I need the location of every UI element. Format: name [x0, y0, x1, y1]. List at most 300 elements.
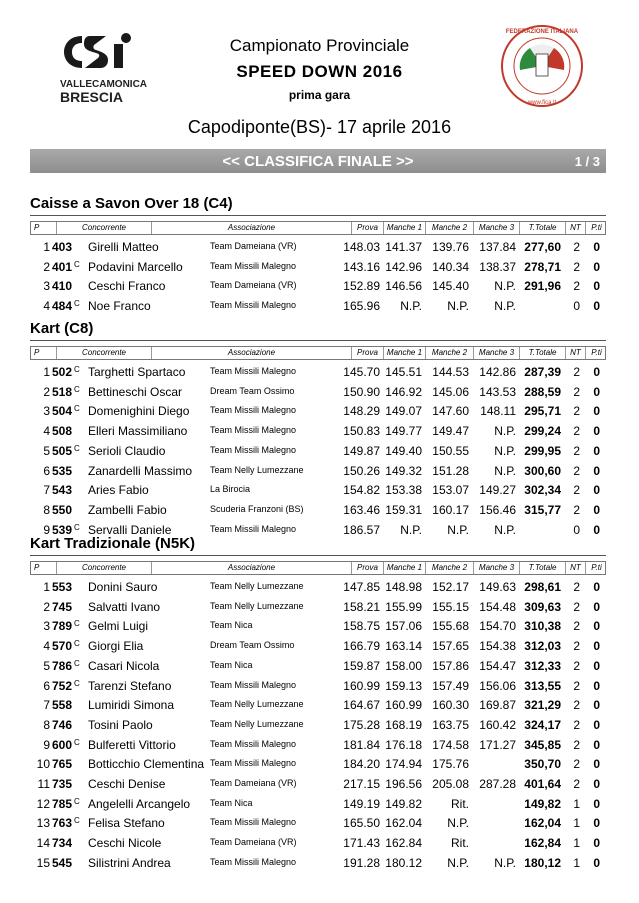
- cell-tot: 345,85: [524, 737, 561, 752]
- column-header: Manche 1: [383, 562, 425, 574]
- cell-prova: 217.15: [343, 777, 380, 791]
- cell-pti: 0: [593, 619, 600, 634]
- table-row: [30, 597, 606, 616]
- table-row: [30, 480, 606, 499]
- column-header: P: [34, 223, 40, 232]
- event-title: SPEED DOWN 2016: [236, 62, 403, 81]
- cell-m3: 154.48: [479, 599, 516, 614]
- cell-m1: 155.99: [385, 599, 422, 614]
- cell-p: 2: [43, 599, 50, 614]
- cell-assoc: Team Missili Malegno: [210, 523, 297, 534]
- cell-m3: N.P.: [494, 522, 516, 537]
- cell-pti: 0: [593, 299, 600, 314]
- cell-c: C: [74, 299, 80, 309]
- cell-p: 3: [43, 619, 50, 634]
- cell-tot: 302,34: [524, 483, 561, 498]
- cell-pti: 0: [593, 365, 600, 379]
- cell-m1: 149.77: [385, 424, 422, 439]
- cell-name: Tarenzi Stefano: [88, 678, 172, 693]
- cell-p: 6: [43, 678, 50, 693]
- cell-num: 752: [52, 678, 73, 693]
- cell-name: Lumiridi Simona: [88, 698, 175, 713]
- cell-name: Girelli Matteo: [88, 240, 159, 254]
- cell-prova: 150.26: [343, 463, 380, 478]
- cell-m2: Rit.: [451, 796, 469, 811]
- cell-m1: 176.18: [385, 737, 422, 752]
- table-row: [30, 695, 606, 714]
- cell-m3: 154.47: [479, 658, 516, 673]
- cell-pti: 0: [593, 279, 600, 294]
- cell-assoc: Team Missili Malegno: [210, 405, 297, 416]
- cell-num: 785: [52, 796, 73, 811]
- cell-num: 600: [52, 737, 73, 752]
- cell-assoc: Team Nelly Lumezzane: [210, 600, 304, 611]
- cell-num: 746: [52, 717, 73, 732]
- cell-m1: 149.40: [385, 443, 422, 458]
- cell-nt: 2: [573, 717, 580, 732]
- cell-name: Noe Franco: [88, 299, 151, 314]
- cell-prova: 163.46: [343, 502, 380, 517]
- cell-prova: 149.87: [343, 443, 380, 458]
- cell-nt: 2: [573, 443, 580, 458]
- cell-tot: 299,95: [524, 443, 561, 458]
- column-header: Associazione: [151, 562, 351, 574]
- cell-assoc: Team Dameiana (VR): [210, 241, 297, 251]
- cell-m2: N.P.: [447, 299, 469, 314]
- column-header: Manche 1: [383, 347, 425, 359]
- cell-prova: 150.83: [343, 424, 380, 439]
- cell-nt: 2: [573, 639, 580, 654]
- table-row: [30, 794, 606, 813]
- table-row: [30, 441, 606, 460]
- table-row: [30, 500, 606, 519]
- cell-c: C: [74, 384, 80, 394]
- column-header: Manche 3: [473, 347, 519, 359]
- cell-nt: 2: [573, 777, 580, 791]
- cell-p: 3: [43, 279, 50, 294]
- cell-num: 570: [52, 639, 73, 654]
- column-header: NT: [565, 222, 585, 234]
- cell-tot: 312,33: [524, 658, 561, 673]
- cell-p: 13: [36, 816, 50, 831]
- column-header: P: [34, 563, 40, 572]
- cell-c: C: [74, 365, 80, 374]
- table-row: [30, 774, 606, 793]
- cell-assoc: Team Nelly Lumezzane: [210, 464, 304, 475]
- cell-m3: 137.84: [479, 240, 516, 254]
- cell-nt: 2: [573, 240, 580, 254]
- cell-pti: 0: [593, 698, 600, 713]
- column-header: Prova: [351, 562, 383, 574]
- cell-tot: 295,71: [524, 404, 561, 419]
- cell-m1: 153.38: [385, 483, 422, 498]
- cell-prova: 158.75: [343, 619, 380, 634]
- table-row: [30, 735, 606, 754]
- column-header: Manche 3: [473, 222, 519, 234]
- cell-tot: 309,63: [524, 599, 561, 614]
- cell-c: C: [74, 522, 80, 532]
- cell-nt: 2: [573, 658, 580, 673]
- cell-tot: 315,77: [524, 502, 561, 517]
- cell-pti: 0: [593, 796, 600, 811]
- cell-p: 6: [43, 463, 50, 478]
- cell-nt: 2: [573, 698, 580, 713]
- table-header: [30, 221, 606, 235]
- cell-num: 543: [52, 483, 73, 498]
- cell-tot: 299,24: [524, 424, 561, 439]
- cell-m2: 151.28: [432, 463, 469, 478]
- cell-p: 8: [43, 717, 50, 732]
- cell-nt: 2: [573, 279, 580, 294]
- cell-p: 3: [43, 404, 50, 419]
- cell-prova: 181.84: [343, 737, 380, 752]
- cell-prova: 143.16: [343, 259, 380, 274]
- cell-name: Elleri Massimiliano: [88, 424, 188, 439]
- cell-m3: 149.63: [479, 580, 516, 594]
- cell-name: Aries Fabio: [88, 483, 149, 498]
- banner-title: << CLASSIFICA FINALE >>: [222, 153, 414, 170]
- table-row: [30, 461, 606, 480]
- cell-num: 518: [52, 384, 73, 399]
- table-row: [30, 382, 606, 401]
- cell-tot: 324,17: [524, 717, 561, 732]
- cell-pti: 0: [593, 483, 600, 498]
- cell-assoc: Team Missili Malegno: [210, 856, 297, 867]
- cell-name: Ceschi Nicole: [88, 836, 162, 851]
- cell-m2: 160.17: [432, 502, 469, 517]
- cell-nt: 2: [573, 424, 580, 439]
- cell-m1: 146.92: [385, 384, 422, 399]
- cell-m3: 169.87: [479, 698, 516, 713]
- cell-m3: 142.86: [479, 365, 516, 379]
- cell-num: 502: [52, 365, 73, 379]
- cell-prova: 184.20: [343, 757, 380, 772]
- cell-m1: 162.04: [385, 816, 422, 831]
- cell-p: 4: [43, 639, 50, 654]
- cell-p: 1: [43, 365, 50, 379]
- cell-assoc: Team Missili Malegno: [210, 758, 297, 769]
- cell-assoc: Team Nica: [210, 797, 253, 808]
- cell-nt: 2: [573, 483, 580, 498]
- cell-name: Casari Nicola: [88, 658, 160, 673]
- cell-pti: 0: [593, 424, 600, 439]
- cell-prova: 191.28: [343, 855, 380, 870]
- column-header: Prova: [351, 347, 383, 359]
- cell-tot: 300,60: [524, 463, 561, 478]
- cell-pti: 0: [593, 240, 600, 254]
- cell-m3: 171.27: [479, 737, 516, 752]
- cell-p: 2: [43, 384, 50, 399]
- cell-m2: 150.55: [432, 443, 469, 458]
- cell-pti: 0: [593, 757, 600, 772]
- cell-assoc: Team Missili Malegno: [210, 425, 297, 436]
- cell-name: Servalli Daniele: [88, 522, 172, 537]
- cell-num: 535: [52, 463, 73, 478]
- cell-pti: 0: [593, 836, 600, 851]
- cell-m1: 157.06: [385, 619, 422, 634]
- cell-assoc: Team Nica: [210, 659, 253, 670]
- cell-nt: 2: [573, 757, 580, 772]
- cell-num: 504: [52, 404, 73, 419]
- championship-title: Campionato Provinciale: [229, 36, 410, 55]
- cell-assoc: Team Missili Malegno: [210, 738, 297, 749]
- cell-m2: 163.75: [432, 717, 469, 732]
- cell-name: Bulferetti Vittorio: [88, 737, 176, 752]
- column-header: Manche 2: [425, 222, 473, 234]
- cell-m1: 168.19: [385, 717, 422, 732]
- table-row: [30, 636, 606, 655]
- logo-left-line2: BRESCIA: [60, 89, 124, 105]
- column-header: NT: [565, 562, 585, 574]
- cell-prova: 175.28: [343, 717, 380, 732]
- cell-pti: 0: [593, 259, 600, 274]
- cell-assoc: Team Nelly Lumezzane: [210, 699, 304, 710]
- cell-p: 15: [36, 855, 50, 870]
- cell-c: C: [74, 678, 80, 688]
- section-underline: [30, 340, 606, 341]
- cell-pti: 0: [593, 717, 600, 732]
- table-row: [30, 257, 606, 276]
- cell-p: 5: [43, 658, 50, 673]
- cell-m2: 205.08: [432, 777, 469, 791]
- table-row: [30, 813, 606, 832]
- cell-m1: 148.98: [385, 580, 422, 594]
- cell-prova: 147.85: [343, 580, 380, 594]
- table-row: [30, 656, 606, 675]
- column-header: P.ti: [585, 222, 607, 234]
- cell-name: Zambelli Fabio: [88, 502, 167, 517]
- cell-nt: 2: [573, 259, 580, 274]
- cell-assoc: Team Nica: [210, 620, 253, 631]
- place-date: Capodiponte(BS)- 17 aprile 2016: [187, 117, 452, 137]
- cell-nt: 1: [573, 855, 580, 870]
- event-subtitle: prima gara: [288, 88, 351, 102]
- cell-m2: 145.06: [432, 384, 469, 399]
- cell-nt: 2: [573, 737, 580, 752]
- cell-m2: N.P.: [447, 522, 469, 537]
- column-header: Prova: [351, 222, 383, 234]
- table-row: [30, 754, 606, 773]
- cell-m3: 156.46: [479, 502, 516, 517]
- cell-m3: 287.28: [479, 777, 516, 791]
- section-title: Caisse a Savon Over 18 (C4): [30, 195, 233, 212]
- table-row: [30, 676, 606, 695]
- table-row: [30, 616, 606, 635]
- cell-prova: 148.29: [343, 404, 380, 419]
- table-header: [30, 346, 606, 360]
- cell-tot: 310,38: [524, 619, 561, 634]
- cell-p: 4: [43, 299, 50, 314]
- cell-c: C: [74, 658, 80, 668]
- cell-tot: 287,39: [524, 365, 561, 379]
- cell-pti: 0: [593, 404, 600, 419]
- cell-m1: 146.56: [385, 279, 422, 294]
- cell-c: C: [74, 796, 80, 806]
- cell-prova: 165.96: [343, 299, 380, 314]
- cell-name: Gelmi Luigi: [88, 619, 149, 634]
- cell-num: 539: [52, 522, 73, 537]
- column-header: Manche 2: [425, 562, 473, 574]
- table-row: [30, 362, 606, 381]
- cell-pti: 0: [593, 816, 600, 831]
- cell-num: 789: [52, 619, 73, 634]
- cell-c: C: [74, 619, 80, 629]
- cell-m1: 149.82: [385, 796, 422, 811]
- cell-pti: 0: [593, 384, 600, 399]
- cell-tot: 149,82: [524, 796, 561, 811]
- cell-name: Salvatti Ivano: [88, 599, 161, 614]
- cell-tot: 288,59: [524, 384, 561, 399]
- cell-m2: Rit.: [451, 836, 469, 851]
- cell-pti: 0: [593, 522, 600, 537]
- cell-nt: 2: [573, 678, 580, 693]
- cell-m3: 148.11: [480, 404, 516, 419]
- cell-m2: 175.76: [432, 757, 469, 772]
- cell-name: Targhetti Spartaco: [88, 365, 186, 379]
- cell-m2: 157.65: [432, 639, 469, 654]
- cell-tot: 277,60: [524, 240, 561, 254]
- cell-name: Podavini Marcello: [88, 259, 183, 274]
- cell-m2: 145.40: [432, 279, 469, 294]
- cell-m1: N.P.: [400, 299, 422, 314]
- table-row: [30, 276, 606, 295]
- column-header: T.Totale: [519, 347, 565, 359]
- cell-m3: N.P.: [494, 299, 516, 314]
- section-title: Kart Tradizionale (N5K): [30, 535, 196, 552]
- column-header: Concorrente: [56, 347, 151, 359]
- cell-num: 550: [52, 502, 73, 517]
- cell-pti: 0: [593, 443, 600, 458]
- cell-c: C: [74, 443, 80, 453]
- cell-prova: 158.21: [343, 599, 380, 614]
- cell-m1: 141.37: [385, 240, 422, 254]
- column-header: NT: [565, 347, 585, 359]
- cell-name: Bettineschi Oscar: [88, 384, 183, 399]
- cell-assoc: Team Missili Malegno: [210, 679, 297, 690]
- cell-p: 5: [43, 443, 50, 458]
- cell-m1: N.P.: [400, 522, 422, 537]
- cell-m2: 155.68: [432, 619, 469, 634]
- cell-num: 558: [52, 698, 73, 713]
- cell-nt: 1: [573, 816, 580, 831]
- cell-m3: 143.53: [479, 384, 516, 399]
- cell-pti: 0: [593, 463, 600, 478]
- column-header: Associazione: [151, 222, 351, 234]
- cell-pti: 0: [593, 658, 600, 673]
- cell-m1: 174.94: [385, 757, 422, 772]
- cell-p: 4: [43, 424, 50, 439]
- cell-name: Ceschi Denise: [88, 777, 166, 791]
- cell-nt: 2: [573, 365, 580, 379]
- cell-p: 9: [43, 737, 50, 752]
- cell-m2: 144.53: [432, 365, 469, 379]
- cell-num: 508: [52, 424, 73, 439]
- cell-m1: 160.99: [385, 698, 422, 713]
- cell-prova: 159.87: [343, 658, 380, 673]
- section-title: Kart (C8): [30, 320, 94, 337]
- column-header: Concorrente: [56, 222, 151, 234]
- cell-assoc: Scuderia Franzoni (BS): [210, 503, 304, 514]
- cell-num: 410: [52, 279, 73, 294]
- cell-tot: 321,29: [524, 698, 561, 713]
- cell-pti: 0: [593, 580, 600, 594]
- column-header: Manche 3: [473, 562, 519, 574]
- cell-prova: 149.19: [343, 796, 380, 811]
- cell-assoc: Team Dameiana (VR): [210, 837, 297, 848]
- cell-assoc: Team Missili Malegno: [210, 817, 297, 828]
- section-underline: [30, 215, 606, 216]
- cell-nt: 2: [573, 502, 580, 517]
- cell-tot: 312,03: [524, 639, 561, 654]
- table-row: [30, 401, 606, 420]
- cell-num: 745: [52, 599, 73, 614]
- cell-nt: 0: [573, 522, 580, 537]
- cell-name: Ceschi Franco: [88, 279, 166, 294]
- cell-assoc: La Birocia: [210, 484, 251, 495]
- cell-p: 9: [43, 522, 50, 537]
- logo-left-line1: VALLECAMONICA: [60, 79, 148, 90]
- cell-prova: 160.99: [343, 678, 380, 693]
- cell-c: C: [74, 404, 80, 414]
- cell-pti: 0: [593, 855, 600, 870]
- cell-m3: N.P.: [494, 855, 516, 870]
- cell-nt: 2: [573, 599, 580, 614]
- cell-name: Giorgi Elia: [88, 639, 144, 654]
- results-banner: [30, 149, 606, 173]
- cell-assoc: Team Dameiana (VR): [210, 778, 297, 788]
- cell-nt: 2: [573, 404, 580, 419]
- cell-m1: 162.84: [385, 836, 422, 851]
- cell-m2: 147.60: [432, 404, 469, 419]
- cell-num: 763: [52, 816, 73, 831]
- cell-c: C: [74, 737, 80, 747]
- cell-p: 7: [43, 698, 50, 713]
- cell-assoc: Team Missili Malegno: [210, 366, 297, 376]
- cell-pti: 0: [593, 678, 600, 693]
- cell-pti: 0: [593, 737, 600, 752]
- column-header: P: [34, 348, 40, 357]
- table-row: [30, 833, 606, 852]
- cell-assoc: Team Nelly Lumezzane: [210, 581, 304, 591]
- cell-m1: 145.51: [385, 365, 422, 379]
- svg-text:FEDERAZIONE ITALIANA: FEDERAZIONE ITALIANA: [505, 29, 579, 35]
- cell-p: 8: [43, 502, 50, 517]
- cell-prova: 154.82: [343, 483, 380, 498]
- cell-m2: 157.86: [432, 658, 469, 673]
- cell-p: 10: [36, 757, 50, 772]
- cell-tot: 180,12: [524, 855, 561, 870]
- cell-num: 734: [52, 836, 73, 851]
- cell-m3: N.P.: [494, 463, 516, 478]
- cell-assoc: Dream Team Ossimo: [210, 640, 295, 651]
- cell-m2: 155.15: [432, 599, 469, 614]
- cell-m2: 174.58: [432, 737, 469, 752]
- cell-num: 735: [52, 777, 73, 791]
- cell-m2: N.P.: [447, 816, 469, 831]
- cell-tot: 162,84: [524, 836, 561, 851]
- cell-m2: 149.47: [432, 424, 469, 439]
- cell-c: C: [74, 259, 80, 269]
- cell-m3: 138.37: [479, 259, 516, 274]
- column-header: Associazione: [151, 347, 351, 359]
- column-header: P.ti: [585, 347, 607, 359]
- cell-pti: 0: [593, 777, 600, 791]
- table-row: [30, 853, 606, 872]
- cell-assoc: Team Missili Malegno: [210, 260, 297, 271]
- cell-m2: 157.49: [432, 678, 469, 693]
- cell-m1: 159.13: [385, 678, 422, 693]
- cell-prova: 152.89: [343, 279, 380, 294]
